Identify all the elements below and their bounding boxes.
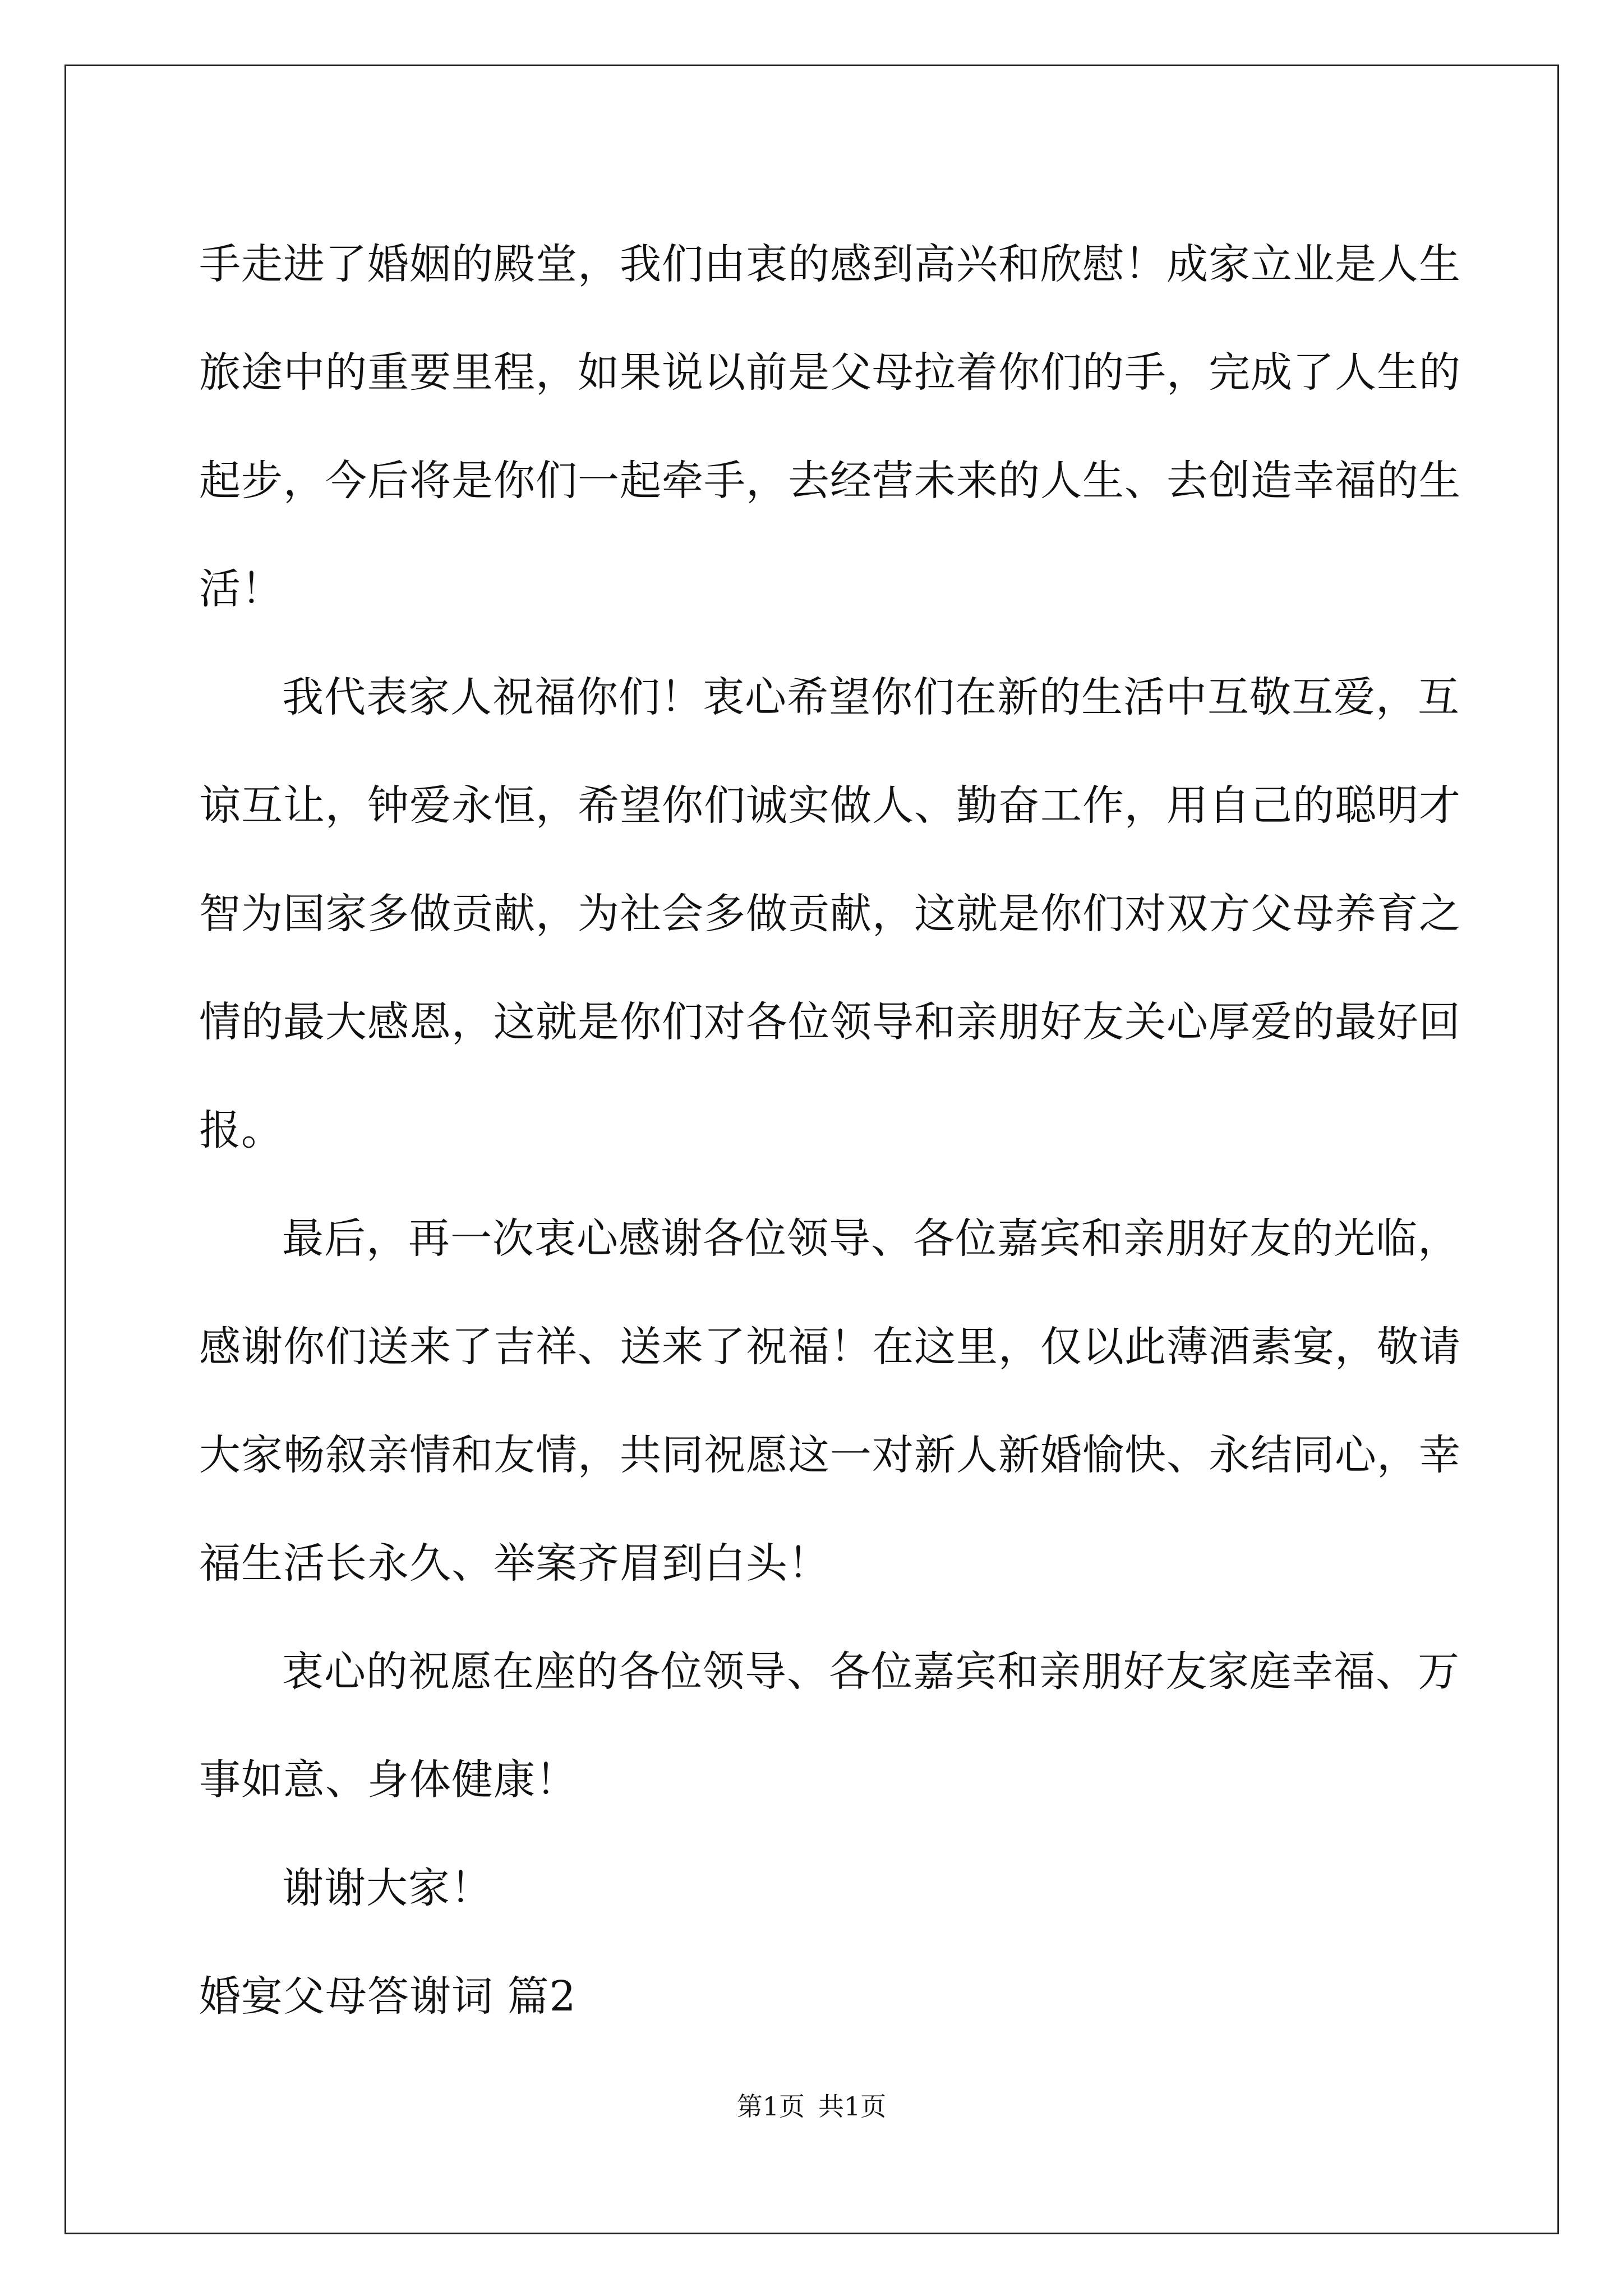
page-number: 第1页	[736, 2091, 805, 2122]
text-line: 手走进了婚姻的殿堂，我们由衷的感到高兴和欣慰！成家立业是人生	[199, 240, 1461, 288]
text-line: 事如意、身体健康！	[199, 1756, 578, 1804]
document-body	[199, 210, 1461, 2051]
text-line: 福生活长永久、举案齐眉到白头！	[199, 1539, 830, 1588]
text-line: 衷心的祝愿在座的各位领导、各位嘉宾和亲朋好友家庭幸福、万	[282, 1648, 1460, 1696]
section-heading: 婚宴父母答谢词 篇2	[199, 1972, 577, 2021]
text-line: 智为国家多做贡献，为社会多做贡献，这就是你们对双方父母养育之	[199, 890, 1461, 938]
text-line: 旅途中的重要里程，如果说以前是父母拉着你们的手，完成了人生的	[199, 348, 1461, 397]
text-line: 感谢你们送来了吉祥、送来了祝福！在这里，仅以此薄酒素宴，敬请	[199, 1323, 1461, 1371]
page-total: 共1页	[818, 2091, 887, 2122]
text-line: 起步，今后将是你们一起牵手，去经营未来的人生、去创造幸福的生	[199, 457, 1461, 505]
text-line: 活！	[199, 565, 283, 613]
text-line: 情的最大感恩，这就是你们对各位领导和亲朋好友关心厚爱的最好回	[199, 998, 1461, 1046]
page-footer	[0, 2090, 1623, 2123]
text-line: 谅互让，钟爱永恒，希望你们诚实做人、勤奋工作，用自己的聪明才	[199, 781, 1461, 830]
text-line: 最后，再一次衷心感谢各位领导、各位嘉宾和亲朋好友的光临，	[282, 1214, 1460, 1263]
text-line: 大家畅叙亲情和友情，共同祝愿这一对新人新婚愉快、永结同心，幸	[199, 1431, 1461, 1479]
text-line: 谢谢大家！	[282, 1864, 492, 1912]
text-line: 报。	[199, 1106, 283, 1154]
text-line: 我代表家人祝福你们！衷心希望你们在新的生活中互敬互爱，互	[282, 673, 1460, 721]
